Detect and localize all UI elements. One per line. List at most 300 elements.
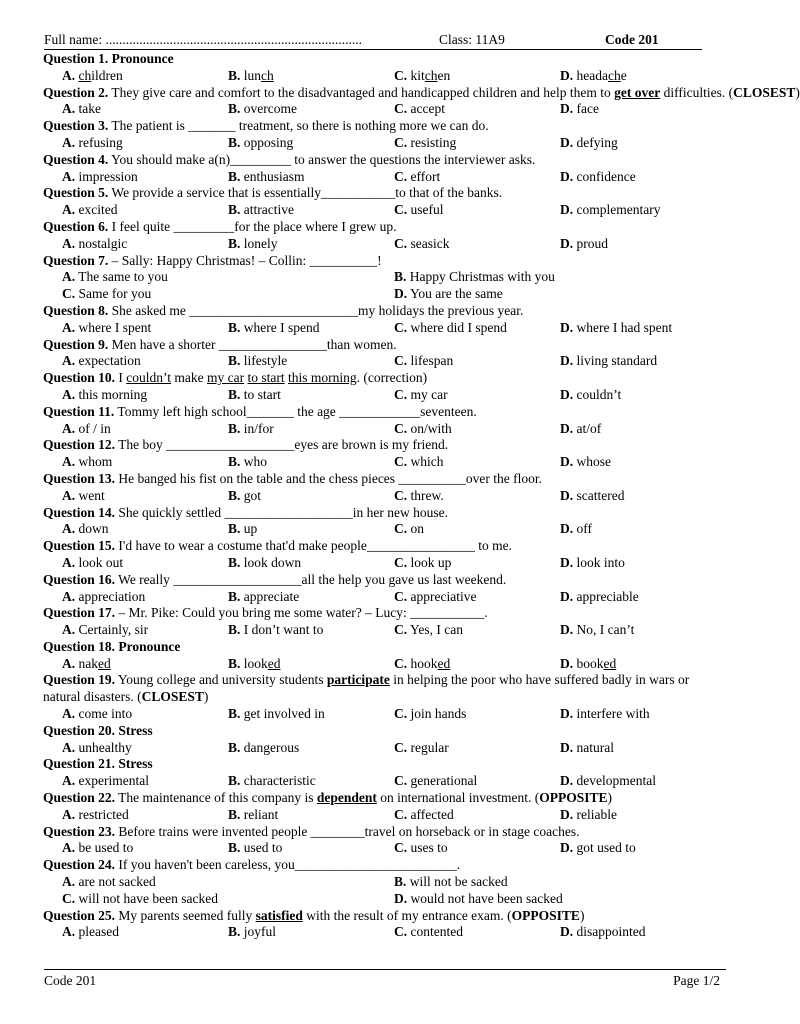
option-letter: C.: [394, 319, 408, 335]
question-number: Question 4.: [43, 151, 109, 167]
question-text: [43, 84, 800, 102]
answer-option: [62, 807, 228, 824]
answer-option: [62, 924, 228, 941]
option-letter: B.: [228, 924, 241, 940]
question-number: Question 19.: [43, 672, 116, 688]
question-text: [43, 337, 726, 354]
question-text: [43, 908, 726, 925]
question-stem: The boy ___________________eyes are brown is my friend.: [118, 437, 449, 453]
option-letter: B.: [228, 554, 241, 570]
option-letter: C.: [394, 487, 408, 503]
answer-option: [560, 521, 726, 538]
choices-row: [62, 622, 726, 639]
option-letter: B.: [228, 353, 241, 369]
option-letter: D.: [560, 622, 574, 638]
option-text: appreciative: [410, 588, 477, 604]
answer-option: [394, 840, 560, 857]
question-item: [43, 672, 726, 722]
option-text: whose: [576, 454, 611, 470]
choices-row: [62, 840, 726, 857]
question-item: [43, 303, 726, 337]
question-number: Question 5.: [43, 185, 109, 201]
answer-option: [228, 236, 394, 253]
option-text: look: [243, 655, 268, 671]
option-letter: A.: [62, 773, 76, 789]
answer-option: [394, 622, 560, 639]
answer-option: [62, 589, 228, 606]
option-text: You are the same: [410, 286, 503, 302]
instruction-tag: OPPOSITE: [539, 790, 608, 806]
answer-option: [62, 656, 228, 673]
question-item: [43, 538, 726, 572]
option-text: refusing: [78, 134, 123, 150]
question-stem-end: with the result of my entrance exam. (: [306, 907, 512, 923]
option-letter: B.: [228, 235, 241, 251]
option-letter: C.: [62, 286, 76, 302]
answer-option: [62, 202, 228, 219]
answer-option: [228, 169, 394, 186]
question-text: [43, 118, 726, 135]
question-item: [43, 908, 726, 942]
answer-option: [394, 320, 560, 337]
option-text: would not have been sacked: [410, 890, 563, 906]
question-item: [43, 437, 726, 471]
option-letter: C.: [394, 67, 408, 83]
option-text: regular: [410, 739, 449, 755]
option-letter: D.: [560, 319, 574, 335]
answer-option: [62, 840, 228, 857]
option-text: look into: [576, 554, 625, 570]
class-label: Class: 11A9: [439, 32, 505, 47]
question-number: Question 11.: [43, 403, 115, 419]
option-letter: D.: [560, 655, 574, 671]
answer-option: [560, 740, 726, 757]
question-number: Question 20.: [43, 722, 116, 738]
answer-option: [560, 706, 726, 723]
choices-row: [62, 353, 726, 370]
question-number: Question 9.: [43, 336, 109, 352]
option-letter: C.: [394, 655, 408, 671]
question-stem-close: ): [203, 689, 209, 705]
option-text: whom: [78, 454, 113, 470]
option-letter: D.: [560, 554, 574, 570]
option-text: off: [576, 521, 592, 537]
answer-option: [560, 622, 726, 639]
question-number: Question 23.: [43, 823, 116, 839]
answer-option: [560, 68, 726, 85]
answer-option: [560, 589, 726, 606]
answer-option: [228, 656, 394, 673]
option-text: seasick: [410, 235, 450, 251]
option-letter: A.: [62, 874, 76, 890]
page-number: Page 1/2: [673, 973, 720, 988]
answer-option: [560, 169, 726, 186]
option-text: face: [576, 101, 599, 117]
question-stem: The maintenance of this company is: [118, 790, 314, 806]
question-number: Question 24.: [43, 857, 116, 873]
option-text: on: [410, 521, 424, 537]
option-text: developmental: [576, 773, 656, 789]
choices-row: [62, 202, 726, 219]
option-letter: C.: [394, 773, 408, 789]
answer-option: [228, 135, 394, 152]
question-stem: Tommy left high school_______ the age ____________seventeen.: [117, 403, 477, 419]
option-text: lifespan: [410, 353, 454, 369]
question-number: Question 21.: [43, 756, 116, 772]
option-letter: A.: [62, 386, 76, 402]
answer-option: [560, 807, 726, 824]
option-text: book: [576, 655, 604, 671]
option-letter: C.: [394, 235, 408, 251]
option-text: went: [78, 487, 105, 503]
answer-option: [228, 320, 394, 337]
option-letter: A.: [62, 235, 76, 251]
answer-option: [62, 488, 228, 505]
choices-row: [62, 521, 726, 538]
question-item: [43, 824, 726, 858]
question-text: [43, 471, 726, 488]
answer-option: [228, 454, 394, 471]
answer-option: [228, 555, 394, 572]
question-stem-close: ): [795, 84, 800, 100]
instruction-tag: CLOSEST: [733, 84, 796, 100]
question-stem-end: in helping the poor who have suffered badly in wars or natural disasters. (: [43, 672, 690, 705]
question-number: Question 1.: [43, 51, 109, 66]
question-text: [43, 756, 726, 773]
option-letter: A.: [62, 269, 76, 285]
question-text: [43, 51, 726, 68]
option-text: unhealthy: [78, 739, 132, 755]
option-letter: C.: [394, 134, 408, 150]
answer-option: [394, 807, 560, 824]
option-text-end: en: [437, 67, 451, 83]
question-stem-end: on international investment. (: [380, 790, 540, 806]
answer-option: [394, 924, 560, 941]
answer-option: [394, 773, 560, 790]
option-letter: D.: [560, 235, 574, 251]
option-text: are not sacked: [78, 874, 156, 890]
answer-option: [560, 320, 726, 337]
answer-option: [394, 589, 560, 606]
answer-option: [560, 236, 726, 253]
option-letter: B.: [228, 622, 241, 638]
question-item: [43, 370, 726, 404]
option-letter: D.: [560, 588, 574, 604]
question-item: [43, 84, 800, 119]
question-stem: – Sally: Happy Christmas! – Collin: __________!: [111, 252, 382, 268]
question-text: [43, 219, 726, 236]
option-text: joyful: [243, 924, 277, 940]
option-text: appreciation: [78, 588, 146, 604]
option-text: lifestyle: [243, 353, 288, 369]
option-text: nostalgic: [78, 235, 128, 251]
answer-option: [228, 387, 394, 404]
answer-option: [394, 68, 560, 85]
answer-option: [394, 269, 726, 286]
choices-row: [62, 807, 726, 824]
option-text: pleased: [78, 924, 119, 940]
choices-row: [62, 555, 726, 572]
option-letter: A.: [62, 622, 76, 638]
option-letter: B.: [228, 454, 241, 470]
option-letter: C.: [62, 890, 76, 906]
header-divider: [44, 49, 702, 50]
question-number: Question 8.: [43, 302, 109, 318]
question-number: Question 10.: [43, 370, 116, 386]
question-item: [43, 337, 726, 371]
underlined-sound: ed: [437, 655, 451, 671]
answer-option: [560, 555, 726, 572]
option-text: to start: [243, 386, 281, 402]
question-number: Question 12.: [43, 437, 116, 453]
option-letter: D.: [560, 773, 574, 789]
option-letter: A.: [62, 706, 76, 722]
option-letter: C.: [394, 202, 408, 218]
instruction-tag: CLOSEST: [141, 689, 204, 705]
option-letter: A.: [62, 168, 76, 184]
option-text-end: e: [620, 67, 627, 83]
answer-option: [62, 421, 228, 438]
option-text: heada: [576, 67, 608, 83]
option-letter: C.: [394, 739, 408, 755]
question-stem: If you haven't been careless, you________________________.: [118, 857, 461, 873]
answer-option: [394, 169, 560, 186]
question-stem: I'd have to wear a costume that'd make people________________ to me.: [118, 538, 513, 554]
choices-row: [62, 488, 726, 505]
question-type: Pronounce: [111, 51, 174, 66]
answer-option: [560, 924, 726, 941]
question-text: [43, 639, 726, 656]
choices-row: [62, 773, 726, 790]
full-name-field: Full name: ............................................................................: [44, 32, 362, 47]
choices-row: [62, 706, 726, 723]
option-letter: B.: [228, 168, 241, 184]
option-text: got used to: [576, 840, 636, 856]
option-text: down: [78, 521, 109, 537]
question-stem: They give care and comfort to the disadvantaged and handicapped children and help them to: [111, 84, 611, 100]
option-text: will not have been sacked: [78, 890, 218, 906]
answer-option: [560, 387, 726, 404]
answer-option: [62, 169, 228, 186]
question-text: [43, 672, 726, 706]
answer-option: [62, 320, 228, 337]
question-text: [43, 723, 726, 740]
question-number: Question 22.: [43, 790, 116, 806]
answer-option: [228, 740, 394, 757]
option-letter: C.: [394, 101, 408, 117]
answer-option: [394, 521, 560, 538]
question-item: [43, 605, 726, 639]
option-letter: A.: [62, 202, 76, 218]
question-stem: – Mr. Pike: Could you bring me some water? – Lucy: ___________.: [118, 605, 488, 621]
option-text: disappointed: [576, 924, 646, 940]
option-letter: C.: [394, 554, 408, 570]
option-letter: D.: [560, 202, 574, 218]
answer-option: [394, 656, 560, 673]
option-letter: B.: [228, 588, 241, 604]
option-text: look out: [78, 554, 124, 570]
choices-row: [62, 135, 726, 152]
option-text: at/of: [576, 420, 602, 436]
answer-option: [62, 135, 228, 152]
question-number: Question 18.: [43, 638, 116, 654]
answer-option: [394, 488, 560, 505]
choices-row: [62, 320, 726, 337]
option-text: used to: [243, 840, 283, 856]
question-number: Question 25.: [43, 907, 116, 923]
answer-option: [228, 773, 394, 790]
option-text: reliable: [576, 806, 617, 822]
question-stem: Men have a shorter ________________than women.: [111, 336, 397, 352]
option-letter: A.: [62, 319, 76, 335]
option-text: The same to you: [78, 269, 168, 285]
question-stem: We provide a service that is essentially___________to that of the banks.: [111, 185, 503, 201]
question-stem: We really ___________________all the help you gave us last weekend.: [118, 571, 507, 587]
option-text: will not be sacked: [409, 874, 508, 890]
option-text: No, I can’t: [576, 622, 635, 638]
underlined-sound: ed: [267, 655, 281, 671]
option-letter: B.: [394, 874, 407, 890]
question-type: Stress: [118, 756, 153, 772]
option-letter: B.: [228, 386, 241, 402]
option-text: couldn’t: [576, 386, 622, 402]
choices-row: [62, 286, 726, 303]
instruction-tag: OPPOSITE: [511, 907, 580, 923]
answer-option: [560, 840, 726, 857]
option-text: natural: [576, 739, 614, 755]
option-text: hook: [410, 655, 438, 671]
option-letter: D.: [560, 134, 574, 150]
answer-option: [62, 706, 228, 723]
answer-option: [394, 353, 560, 370]
question-stem: My parents seemed fully: [118, 907, 253, 923]
answer-option: [228, 68, 394, 85]
question-stem-close: ): [579, 907, 585, 923]
option-letter: A.: [62, 521, 76, 537]
choices-row: [62, 454, 726, 471]
answer-option: [62, 269, 394, 286]
answer-option: [394, 891, 726, 908]
option-letter: B.: [228, 487, 241, 503]
option-text: uses to: [410, 840, 448, 856]
option-text: effort: [410, 168, 441, 184]
option-text: scattered: [576, 487, 625, 503]
option-letter: A.: [62, 806, 76, 822]
answer-option: [228, 421, 394, 438]
option-letter: A.: [62, 67, 76, 83]
option-letter: A.: [62, 487, 76, 503]
option-text-end: ildren: [91, 67, 123, 83]
option-letter: B.: [394, 269, 407, 285]
underlined-segment: couldn’t: [126, 370, 172, 386]
underlined-sound: ed: [603, 655, 617, 671]
option-text: where I spent: [78, 319, 152, 335]
answer-option: [228, 589, 394, 606]
option-text: nak: [78, 655, 98, 671]
option-letter: B.: [228, 739, 241, 755]
option-letter: D.: [560, 487, 574, 503]
question-text: [43, 370, 726, 387]
option-letter: B.: [228, 655, 241, 671]
choices-row: [62, 269, 726, 286]
answer-option: [62, 740, 228, 757]
question-text: [43, 437, 726, 454]
option-text: take: [78, 101, 101, 117]
option-letter: A.: [62, 655, 76, 671]
answer-option: [62, 773, 228, 790]
question-stem: She asked me _________________________my holidays the previous year.: [111, 302, 524, 318]
option-letter: B.: [228, 202, 241, 218]
choices-row: [62, 656, 726, 673]
answer-option: [394, 555, 560, 572]
answer-option: [394, 874, 726, 891]
option-letter: D.: [560, 67, 574, 83]
target-word: participate: [326, 672, 390, 688]
question-text: [43, 185, 726, 202]
answer-option: [228, 807, 394, 824]
choices-row: [62, 874, 726, 891]
answer-option: [560, 454, 726, 471]
question-item: [43, 253, 726, 303]
option-letter: B.: [228, 319, 241, 335]
option-letter: C.: [394, 806, 408, 822]
option-letter: D.: [560, 706, 574, 722]
question-segment: I: [118, 370, 127, 386]
option-letter: A.: [62, 134, 76, 150]
answer-option: [62, 521, 228, 538]
question-item: [43, 152, 726, 186]
question-number: Question 7.: [43, 252, 109, 268]
option-letter: A.: [62, 454, 76, 470]
option-text: Certainly, sir: [78, 622, 149, 638]
question-stem: Young college and university students: [117, 672, 324, 688]
option-text: be used to: [78, 840, 134, 856]
option-text: come into: [78, 706, 133, 722]
answer-option: [228, 840, 394, 857]
question-stem: The patient is _______ treatment, so there is nothing more we can do.: [111, 118, 489, 134]
option-letter: C.: [394, 622, 408, 638]
choices-row: [62, 101, 726, 118]
answer-option: [62, 622, 228, 639]
choices-row: [62, 891, 726, 908]
option-letter: A.: [62, 739, 76, 755]
answer-option: [62, 454, 228, 471]
page-header: [44, 32, 702, 48]
underlined-sound: ch: [261, 67, 274, 83]
question-number: Question 14.: [43, 504, 116, 520]
option-letter: C.: [394, 588, 408, 604]
question-text: [43, 538, 726, 555]
option-letter: A.: [62, 420, 76, 436]
option-text: got: [243, 487, 262, 503]
answer-option: [62, 387, 228, 404]
choices-row: [62, 924, 726, 941]
option-text: this morning: [78, 386, 148, 402]
answer-option: [228, 924, 394, 941]
option-letter: A.: [62, 924, 76, 940]
answer-option: [394, 740, 560, 757]
underlined-sound: ch: [78, 67, 92, 83]
answer-option: [394, 202, 560, 219]
option-text: get involved in: [243, 706, 325, 722]
choices-row: [62, 169, 726, 186]
underlined-segment: to start: [247, 370, 285, 386]
option-text: Happy Christmas with you: [409, 269, 555, 285]
option-text: look down: [243, 554, 302, 570]
question-stem-end: difficulties. (: [663, 84, 734, 100]
option-letter: C.: [394, 521, 408, 537]
underlined-sound: ed: [98, 655, 111, 671]
